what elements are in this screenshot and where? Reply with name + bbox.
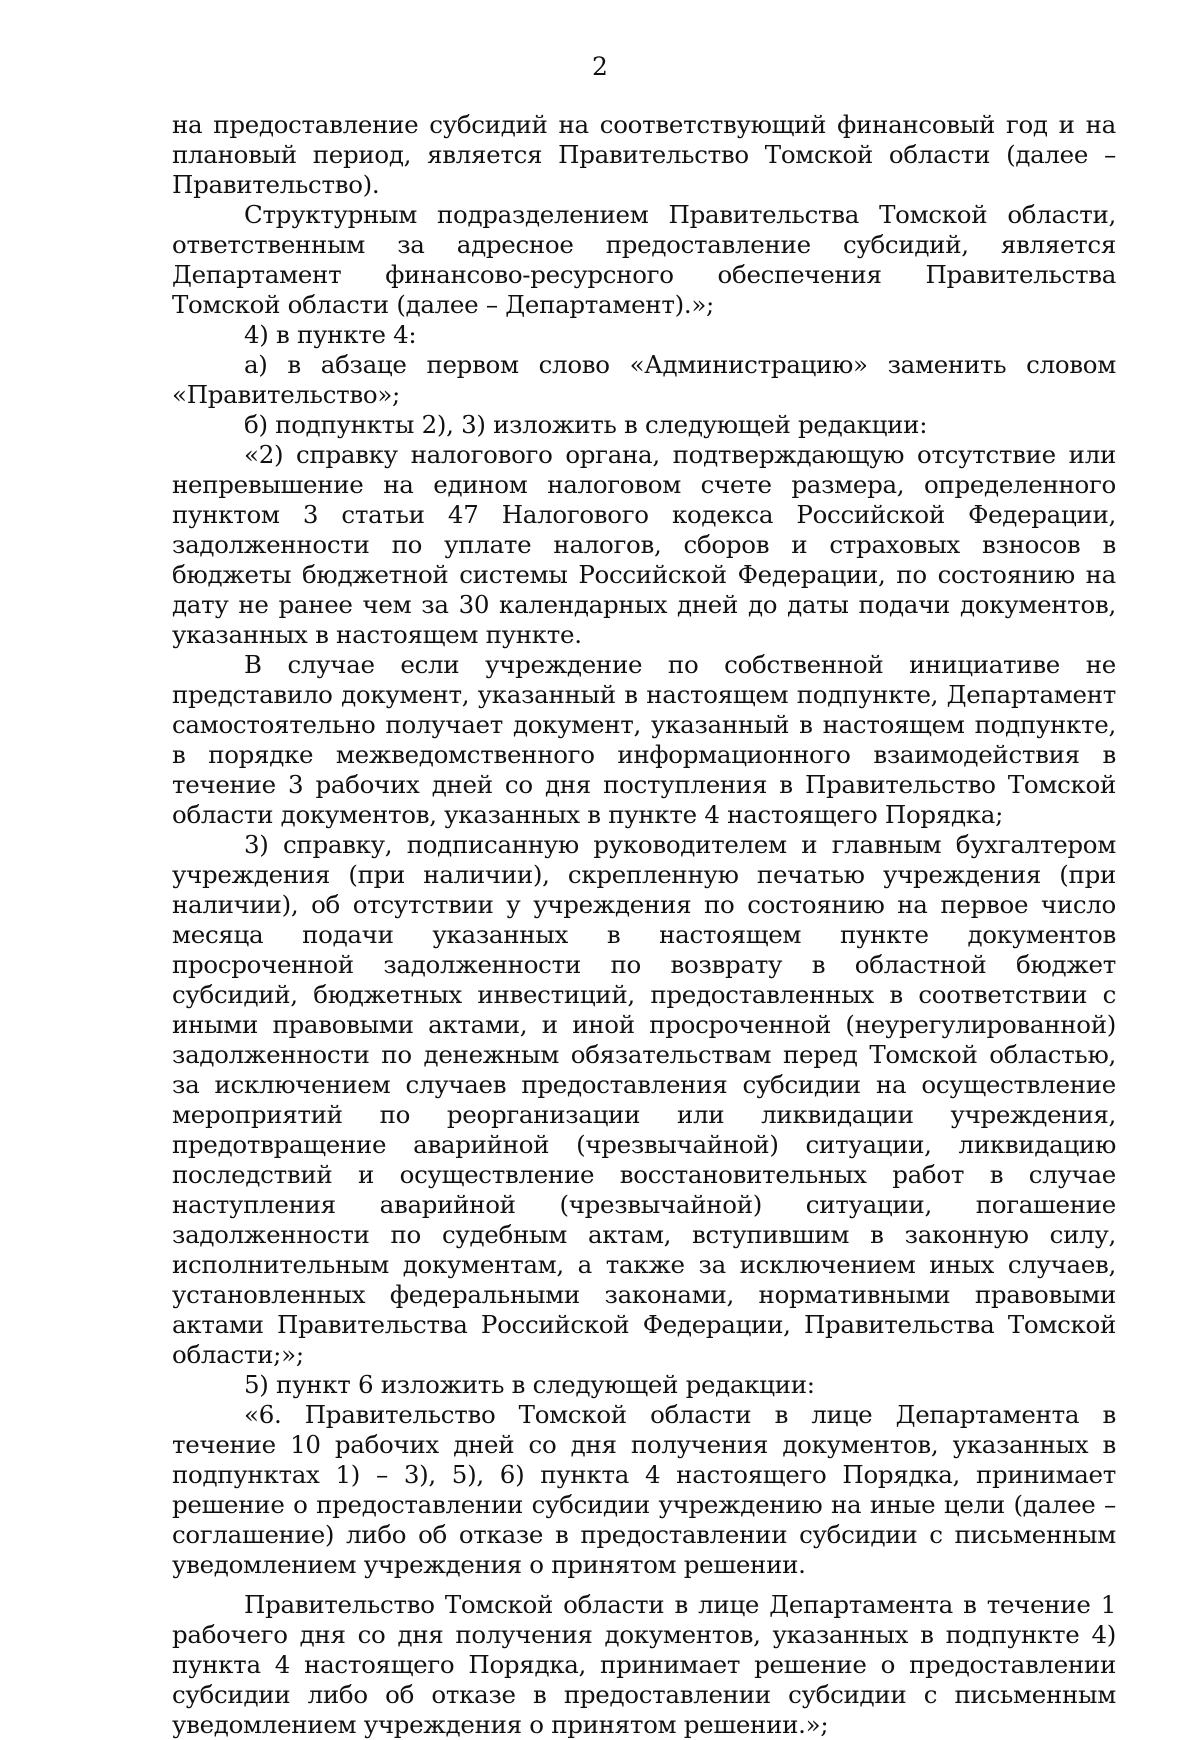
paragraph: 5) пункт 6 изложить в следующей редакции: xyxy=(244,1370,815,1399)
paragraph: «6. Правительство Томской области в лице Департамента в течение 10 рабочих дней со дня получения документов, указанных в подпунктах 1) – 3), 5), 6) пункта 4 настоящего Порядка, принимает решение о предоставлении субсидии учреждению на иные цели (далее – соглашение) либо об отказе в предоставлении субсидии с письменным уведомлением учреждения о принятом решении. xyxy=(172,1400,1116,1579)
paragraph: В случае если учреждение по собственной инициативе не представило документ, указанный в настоящем подпункте, Департамент самостоятельно получает документ, указанный в настоящем подпункте, в порядке межведомственного информационного взаимодействия в течение 3 рабочих дней со дня поступления в Правительство Томской области документов, указанных в пункте 4 настоящего Порядка; xyxy=(172,650,1116,829)
paragraph: Правительство Томской области в лице Департамента в течение 1 рабочего дня со дня получения документов, указанных в подпункте 4) пункта 4 настоящего Порядка, принимает решение о предоставлении субсидии либо об отказе в предоставлении субсидии с письменным уведомлением учреждения о принятом решении.»; xyxy=(172,1590,1116,1739)
paragraph: 4) в пункте 4: xyxy=(244,320,417,349)
paragraph: б) подпункты 2), 3) изложить в следующей редакции: xyxy=(244,410,928,439)
page-number: 2 xyxy=(592,52,608,81)
paragraph: на предоставление субсидий на соответствующий финансовый год и на плановый период, является Правительство Томской области (далее – Правительство). xyxy=(172,110,1116,199)
paragraph: «2) справку налогового органа, подтверждающую отсутствие или непревышение на едином налоговом счете размера, определенного пунктом 3 статьи 47 Налогового кодекса Российской Федерации, задолженности по уплате налогов, сборов и страховых взносов в бюджеты бюджетной системы Российской Федерации, по состоянию на дату не ранее чем за 30 календарных дней до даты подачи документов, указанных в настоящем пункте. xyxy=(172,440,1116,649)
document-body xyxy=(172,110,1116,1740)
paragraph: а) в абзаце первом слово «Администрацию» заменить словом «Правительство»; xyxy=(172,350,1116,409)
paragraph: Структурным подразделением Правительства Томской области, ответственным за адресное предоставление субсидий, является Департамент финансово-ресурсного обеспечения Правительства Томской области (далее – Департамент).»; xyxy=(172,200,1116,319)
paragraph: 3) справку, подписанную руководителем и главным бухгалтером учреждения (при наличии), скрепленную печатью учреждения (при наличии), об отсутствии у учреждения по состоянию на первое число месяца подачи указанных в настоящем пункте документов просроченной задолженности по возврату в областной бюджет субсидий, бюджетных инвестиций, предоставленных в соответствии с иными правовыми актами, и иной просроченной (неурегулированной) задолженности по денежным обязательствам перед Томской областью, за исключением случаев предоставления субсидии на осуществление мероприятий по реорганизации или ликвидации учреждения, предотвращение аварийной (чрезвычайной) ситуации, ликвидацию последствий и осуществление восстановительных работ в случае наступления аварийной (чрезвычайной) ситуации, погашение задолженности по судебным актам, вступившим в законную силу, исполнительным документам, а также за исключением иных случаев, установленных федеральными законами, нормативными правовыми актами Правительства Российской Федерации, Правительства Томской области;»; xyxy=(172,830,1116,1369)
